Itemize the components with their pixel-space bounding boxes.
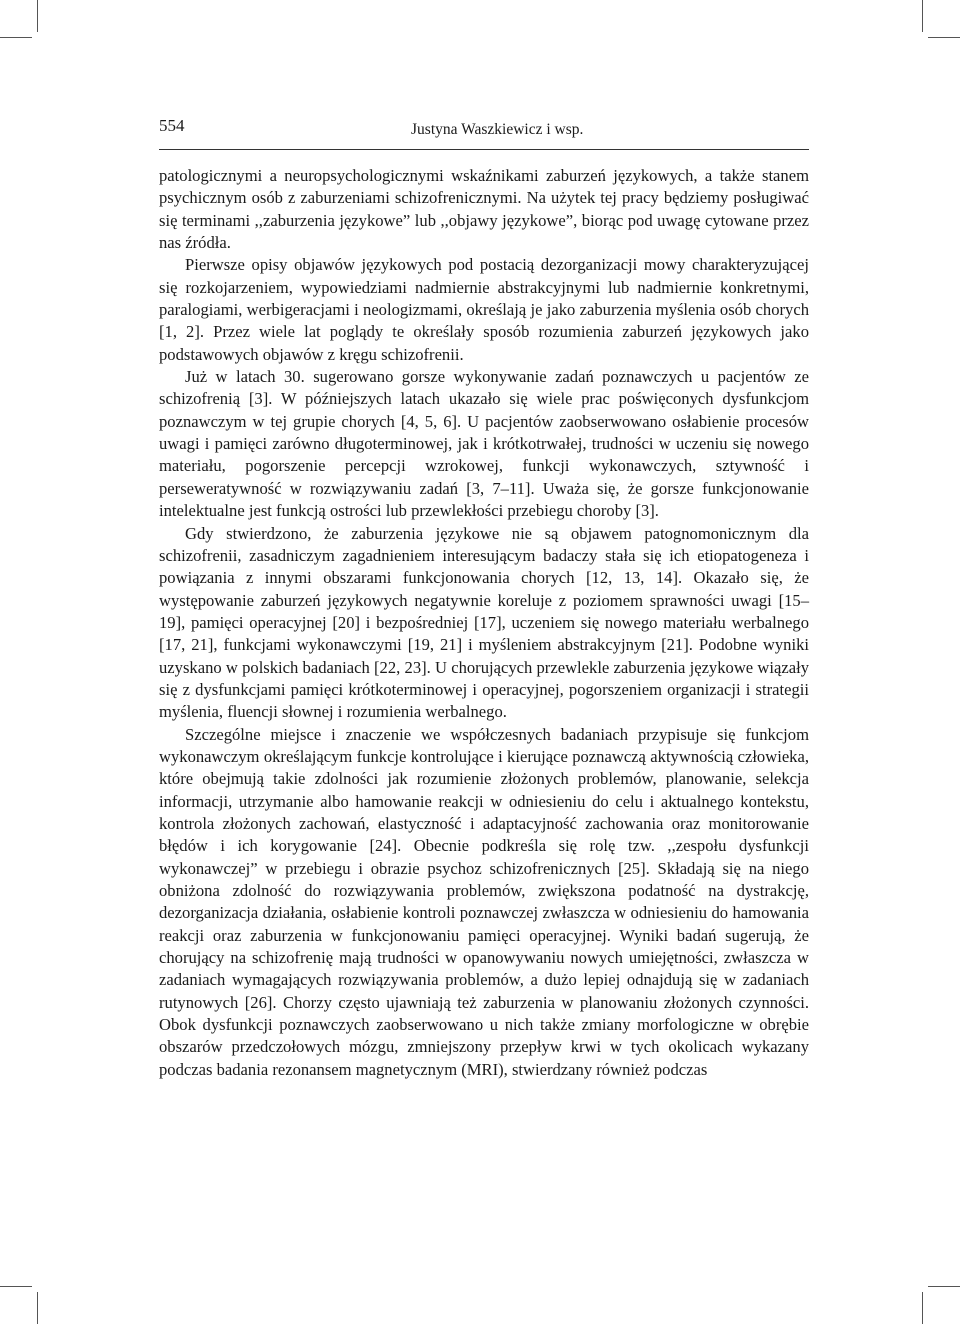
- crop-mark: [0, 37, 32, 38]
- crop-mark: [922, 0, 923, 32]
- paragraph: Już w latach 30. sugerowano gorsze wykonywanie zadań poznawczych u pacjentów ze schizofrenią [3]. W późniejszych latach ukazało się wiele prac poświęconych dysfunkcjom poznawczym w tej grupie chorych [4, 5, 6]. U pacjentów zaobserwowano osłabienie procesów uwagi i pamięci zarówno długoterminowej, jak i krótkotrwałej, trudności w uczeniu się nowego materiału, pogorszenie percepcji wzrokowej, funkcji wykonawczych, sztywność i perseweratywność w rozwiązywaniu zadań [3, 7–11]. Uważa się, że gorsze funkcjonowanie intelektualne jest funkcją ostrości lub przewlekłości przebiegu choroby [3].: [159, 367, 809, 521]
- article-body: [159, 165, 809, 1081]
- crop-mark: [0, 1286, 32, 1287]
- crop-mark: [928, 1286, 960, 1287]
- page-number: 554: [159, 116, 185, 135]
- page-header: [159, 116, 809, 146]
- crop-mark: [37, 1292, 38, 1324]
- crop-mark: [928, 37, 960, 38]
- crop-mark: [922, 1292, 923, 1324]
- paragraph: Pierwsze opisy objawów językowych pod postacią dezorganizacji mowy charakteryzującej się rozkojarzeniem, wypowiedziami nadmiernie abstrakcyjnymi lub nadmiernie konkretnymi, paralogiami, werbigeracjami i neologizmami, określają je jako zaburzenia myślenia osób chorych [1, 2]. Przez wiele lat poglądy te określały sposób rozumienia zaburzeń językowych jako podstawowych objawów z kręgu schizofrenii.: [159, 255, 809, 364]
- running-head: Justyna Waszkiewicz i wsp.: [411, 121, 584, 138]
- paragraph: patologicznymi a neuropsychologicznymi wskaźnikami zaburzeń językowych, a także stanem psychicznym osób z zaburzeniami schizofrenicznymi. Na użytek tej pracy będziemy posługiwać się terminami ,,zaburzenia językowe” lub ,,objawy językowe”, biorąc pod uwagę cytowane przez nas źródła.: [159, 166, 809, 253]
- crop-mark: [37, 0, 38, 32]
- header-divider: [159, 149, 809, 150]
- paragraph: Gdy stwierdzono, że zaburzenia językowe nie są objawem patognomonicznym dla schizofrenii, zasadniczym zagadnieniem interesującym badaczy stała się ich etiopatogeneza i powiązania z innymi obszarami funkcjonowania chorych [12, 13, 14]. Okazało się, że występowanie zaburzeń językowych negatywnie koreluje z poziomem sprawności uwagi [15–19], pamięci operacyjnej [20] i bezpośredniej [17], uczeniem się nowego materiału werbalnego [17, 21], funkcjami wykonawczymi [19, 21] i myśleniem abstrakcyjnym [21]. Podobne wyniki uzyskano w polskich badaniach [22, 23]. U chorujących przewlekle zaburzenia językowe wiązały się z dysfunkcjami pamięci krótkoterminowej i operacyjnej, pogorszeniem organizacji i strategii myślenia, fluencji słownej i rozumienia werbalnego.: [159, 523, 809, 722]
- paragraph: Szczególne miejsce i znaczenie we współczesnych badaniach przypisuje się funkcjom wykonawczym określającym funkcje kontrolujące i kierujące poznawczą aktywnością człowieka, które obejmują takie zdolności jak rozumienie złożonych problemów, planowanie, selekcja informacji, utrzymanie albo hamowanie reakcji w odniesieniu do celu i aktualnego kontekstu, kontrola złożonych zachowań, elastyczność i adaptacyjność zachowania oraz monitorowanie błędów i ich korygowanie [24]. Obecnie podkreśla się rolę tzw. ,,zespołu dysfunkcji wykonawczej” w przebiegu i obrazie psychoz schizofrenicznych [25]. Składają się na niego obniżona zdolność do rozwiązywania problemów, zwiększona podatność na dystrakcję, dezorganizacja działania, osłabienie kontroli poznawczej zwłaszcza w odniesieniu do hamowania reakcji oraz zaburzenia w funkcjonowaniu pamięci operacyjnej. Wyniki badań sugerują, że chorujący na schizofrenię mają trudności w opanowywaniu nowych umiejętności, zwłaszcza w zadaniach wymagających rozwiązywania problemów, a dużo lepiej odnajdują się w zadaniach rutynowych [26]. Chorzy często ujawniają też zaburzenia w planowaniu złożonych czynności. Obok dysfunkcji poznawczych zaobserwowano u nich także zmiany morfologiczne w obrębie obszarów przedczołowych mózgu, zmniejszony przepływ krwi w tych okolicach wykazany podczas badania rezonansem magnetycznym (MRI), stwierdzany również podczas: [159, 724, 809, 1079]
